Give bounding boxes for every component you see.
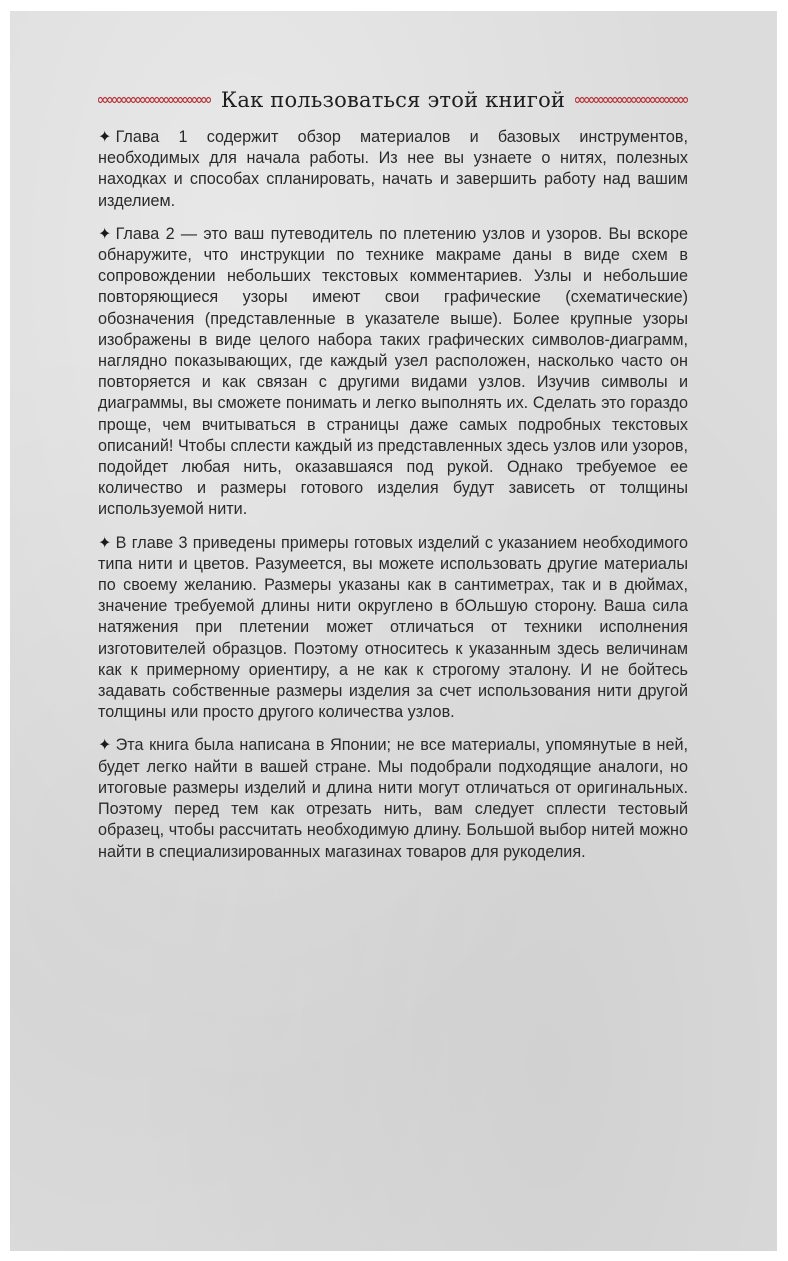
left-wave-ornament <box>98 94 211 106</box>
paragraph-text: В главе 3 приведены примеры готовых изделий с указанием необходимого типа нити и цветов. Разумеется, вы можете использовать другие материалы по своему желанию. Размеры указаны как в сантиметрах, так и в дюймах, значение требуемой длины нити округлено в бОльшую сторону. Ваша сила натяжения при плетении может отличаться от техники исполнения изготовителей образцов. Поэтому относитесь к указанным здесь величинам как к примерному ориентиру, а не как к строгому эталону. И не бойтесь задавать собственные размеры изделия за счет использования нити другой толщины или просто другого количества узлов. <box>98 533 688 722</box>
wave-ornament-right-svg <box>575 94 688 106</box>
star-bullet-icon: ✦ <box>98 736 112 755</box>
page-title: Как пользоваться этой книгой <box>220 88 566 112</box>
paragraph-chapter-1 <box>98 127 688 212</box>
paragraph-japan-note <box>98 735 688 862</box>
book-page <box>10 11 777 1251</box>
paragraph-chapter-2 <box>98 224 688 521</box>
body-text <box>98 127 688 875</box>
paragraph-text: Глава 2 — это ваш путеводитель по плетению узлов и узоров. Вы вскоре обнаружите, что инструкции по технике макраме даны в виде схем в сопровождении небольших текстовых комментариев. Узлы и небольшие повторяющиеся узоры имеют свои графические (схематические) обозначения (представленные в указателе выше). Более крупные узоры изображены в виде целого набора таких графических символов-диаграмм, наглядно показывающих, где каждый узел расположен, насколько часто он повторяется и как связан с другими видами узлов. Изучив символы и диаграммы, вы сможете понимать и легко выполнять их. Сделать это гораздо проще, чем вчитываться в страницы даже самых подробных текстовых описаний! Чтобы сплести каждый из представленных здесь узлов или узоров, подойдет любая нить, оказавшаяся под рукой. Однако требуемое ее количество и размеры готового изделия будут зависеть от толщины используемой нити. <box>98 224 688 519</box>
star-bullet-icon: ✦ <box>98 128 112 146</box>
star-bullet-icon: ✦ <box>98 533 112 552</box>
paragraph-text: Эта книга была написана в Японии; не все материалы, упомянутые в ней, будет легко найти в вашей стране. Мы подобрали подходящие аналоги, но итоговые размеры изделий и длина нити могут отличаться от оригинальных. Поэтому перед тем как отрезать нить, вам следует сплести тестовый образец, чтобы рассчитать необходимую длину. Большой выбор нитей можно найти в специализированных магазинах товаров для рукоделия. <box>98 736 688 861</box>
heading-row <box>98 85 688 115</box>
paragraph-text: Глава 1 содержит обзор материалов и базовых инструментов, необходимых для начала работы. Из нее вы узнаете о нитях, полезных находках и способах спланировать, начать и завершить работу над вашим изделием. <box>98 128 688 210</box>
paragraph-chapter-3 <box>98 533 688 724</box>
star-bullet-icon: ✦ <box>98 224 112 243</box>
wave-ornament-left-svg <box>98 94 211 106</box>
right-wave-ornament <box>575 94 688 106</box>
